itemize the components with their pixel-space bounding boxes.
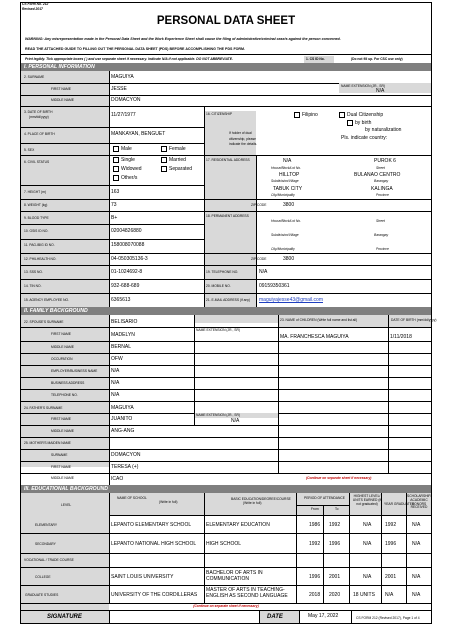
- father-ext-value: N/A: [231, 418, 240, 424]
- by-naturalization-label: by naturalization: [365, 127, 402, 133]
- firstname-value: JESSE: [111, 86, 127, 92]
- perm-zip-label: ZIP CODE: [251, 257, 267, 261]
- blood-value: B+: [111, 215, 118, 221]
- single-checkbox[interactable]: [113, 157, 119, 163]
- col-period: PERIOD OF ATTENDANCE: [304, 496, 345, 500]
- height-label: 7. HEIGHT (m): [24, 190, 46, 194]
- weight-label: 8. WEIGHT (kg): [24, 203, 48, 207]
- separated-checkbox[interactable]: [161, 166, 167, 172]
- col-honors: SCHOLARSHIP/ ACADEMIC HONORS RECEIVED: [407, 494, 432, 510]
- pls-indicate-label: Pls. indicate country:: [341, 135, 388, 141]
- form-code: CS Form No. 212: [22, 2, 49, 6]
- spouse-middlename-label: MIDDLE NAME: [51, 345, 74, 349]
- res-house-caption: House/Block/Lot No.: [271, 166, 302, 170]
- res-city-caption: City/Municipality: [271, 193, 295, 197]
- col-course: BASIC EDUCATION/DEGREE/COURSE: [231, 497, 291, 501]
- edu-row-from: 2018: [309, 592, 321, 598]
- weight-value: 73: [111, 202, 117, 208]
- married-checkbox[interactable]: [161, 157, 167, 163]
- personal-data-sheet: [20, 2, 437, 624]
- perm-zip-value: 3800: [283, 256, 295, 262]
- edu-row-school: LEPANTO NATIONAL HIGH SCHOOL: [111, 541, 197, 547]
- date-value: May 17, 2022: [308, 613, 339, 619]
- business-value: N/A: [111, 380, 120, 386]
- signature-label: SIGNATURE: [47, 614, 82, 620]
- spouse-tel-label: TELEPHONE NO.: [51, 393, 78, 397]
- edu-row-to: 1992: [329, 522, 341, 528]
- spouse-tel-value: N/A: [111, 392, 120, 398]
- page-title: PERSONAL DATA SHEET: [156, 15, 296, 27]
- edu-row-school: LEPANTO ELEMENTARY SCHOOL: [111, 522, 192, 528]
- dob-label: 3. DATE OF BIRTH: [24, 110, 53, 114]
- father-surname-label: 24. FATHER'S SURNAME: [24, 406, 63, 410]
- middlename-label: MIDDLE NAME: [51, 98, 74, 102]
- other-label: Other/s: [121, 175, 138, 181]
- edu-row-course: BACHELOR OF ARTS IN COMMUNICATION: [206, 570, 263, 582]
- res-brgy-caption: Barangay: [374, 179, 389, 183]
- edu-row-year: 2001: [385, 574, 397, 580]
- tel-label: 19. TELEPHONE NO.: [206, 270, 239, 274]
- mother-firstname-value: TERESA (+): [111, 464, 139, 470]
- col-level: LEVEL: [61, 503, 72, 507]
- edu-row-year: 1996: [385, 541, 397, 547]
- mobile-label: 20. MOBILE NO.: [206, 284, 231, 288]
- form-footer-code: CS FORM 212 (Revised 2017), Page 1 of 4: [356, 616, 420, 620]
- gsis-label: 10. GSIS ID NO.: [24, 229, 49, 233]
- res-city-value: TABUK CITY: [273, 186, 303, 192]
- email-label: 21. E-MAIL ADDRESS (if any): [206, 298, 251, 302]
- tin-label: 14. TIN NO.: [24, 284, 42, 288]
- col-course-sub: (Write in full): [243, 501, 262, 505]
- sss-label: 13. SSS NO.: [24, 270, 43, 274]
- dob-value: 11/27/1977: [111, 112, 136, 118]
- education-header: III. EDUCATIONAL BACKGROUND: [21, 485, 431, 493]
- by-birth-checkbox[interactable]: [347, 120, 353, 126]
- col-highest: HIGHEST LEVEL/ UNITS EARNED (if not graduated): [352, 494, 382, 506]
- edu-row-to: 1996: [329, 541, 341, 547]
- sss-value: 01-1024692-8: [111, 269, 143, 275]
- edu-row-year: 1992: [385, 522, 397, 528]
- edu-row-honors: N/A: [412, 541, 421, 547]
- perm-street-caption: Street: [376, 219, 385, 223]
- warning-text: WARNING: Any misrepresentation made in the Personal Data Sheet and the Work Experience Sheet shall cause the filing of administrative/criminal case/s against the person concerned.: [25, 37, 341, 41]
- spouse-ext-label: NAME EXTENSION (JR., SR): [196, 328, 240, 332]
- signature-field[interactable]: [109, 611, 259, 623]
- widowed-label: Widowed: [121, 166, 142, 172]
- surname-label: 2. SURNAME: [24, 75, 45, 79]
- separated-label: Separated: [169, 166, 193, 172]
- female-checkbox[interactable]: [161, 146, 167, 152]
- spouse-middlename-value: BERNAL: [111, 344, 132, 350]
- mobile-value: 09159350361: [259, 283, 290, 289]
- edu-row-from: 1986: [309, 522, 321, 528]
- mother-label: 25. MOTHER'S MAIDEN NAME: [24, 441, 71, 445]
- occupation-label: OCCUPATION: [51, 357, 73, 361]
- edu-row-units: N/A: [363, 522, 372, 528]
- male-checkbox[interactable]: [113, 146, 119, 152]
- res-brgy-value: BULANAO CENTRO: [354, 172, 401, 178]
- edu-row-honors: N/A: [412, 522, 421, 528]
- edu-row-level: VOCATIONAL / TRADE COURSE: [24, 558, 74, 562]
- edu-row-level: COLLEGE: [35, 575, 51, 579]
- spouse-surname-value: BELISARIO: [111, 319, 138, 325]
- by-birth-label: by birth: [355, 120, 372, 126]
- pob-value: MANKAYAN, BENGUET: [111, 131, 166, 137]
- perm-city-caption: City/Municipality: [271, 247, 295, 251]
- employer-label: EMPLOYER/BUSINESS NAME: [51, 369, 98, 373]
- mother-surname-value: DOMACYON: [111, 452, 141, 458]
- res-street-value: PUROK 6: [374, 158, 396, 164]
- edu-row-level: SECONDARY: [35, 542, 56, 546]
- father-middlename-value: ANG-ANG: [111, 428, 135, 434]
- child1-dob: 1/11/2018: [390, 334, 412, 340]
- perm-subdiv-caption: Subdivision/Village: [271, 233, 299, 237]
- edu-row-level: ELEMENTARY: [35, 523, 58, 527]
- res-street-caption: Street: [376, 166, 385, 170]
- edu-row-to: 2020: [329, 592, 341, 598]
- philhealth-value: 04-050305136-3: [111, 256, 148, 262]
- edu-row-year: N/A: [385, 592, 394, 598]
- sex-label: 5. SEX: [24, 148, 35, 152]
- edu-row-level: GRADUATE STUDIES: [25, 593, 59, 597]
- father-firstname-label: FIRST NAME: [51, 417, 71, 421]
- edu-row-from: 1992: [309, 541, 321, 547]
- firstname-label: FIRST NAME: [51, 87, 71, 91]
- res-zip-value: 3800: [283, 202, 295, 208]
- occupation-value: OFW: [111, 356, 123, 362]
- widowed-checkbox[interactable]: [113, 166, 119, 172]
- father-ext-label: NAME EXTENSION (JR., SR): [196, 413, 240, 417]
- col-school: NAME OF SCHOOL: [117, 496, 147, 500]
- cs-id-note: (Do not fill up. For CSC use only): [351, 57, 403, 61]
- personal-info-header: I. PERSONAL INFORMATION: [21, 63, 431, 71]
- blood-label: 9. BLOOD TYPE: [24, 216, 49, 220]
- mother-middlename-value: ICAO: [111, 476, 124, 482]
- child1-name: MA. FRANCHESCA MAGUIYA: [280, 334, 349, 340]
- name-ext-label: NAME EXTENSION (JR., SR): [341, 84, 385, 88]
- agency-value: 6365613: [111, 297, 131, 303]
- dual-citizenship-label: Dual Citizenship: [347, 112, 384, 118]
- res-house-value: N/A: [283, 158, 292, 164]
- father-middlename-label: MIDDLE NAME: [51, 429, 74, 433]
- tel-value: N/A: [259, 269, 268, 275]
- perm-prov-caption: Province: [376, 247, 389, 251]
- male-label: Male: [121, 146, 132, 152]
- edu-row-honors: N/A: [412, 574, 421, 580]
- height-value: 163: [111, 189, 120, 195]
- philhealth-label: 12. PHILHEALTH NO.: [24, 257, 57, 261]
- edu-row-course: ELEMENTARY EDUCATION: [206, 522, 270, 528]
- gsis-value: 02004826880: [111, 228, 142, 234]
- edu-row-units: N/A: [363, 541, 372, 547]
- res-zip-label: ZIP CODE: [251, 203, 267, 207]
- cs-id-label: 1. CS ID No.: [306, 57, 325, 61]
- family-continue-note: (Continue on separate sheet if necessary): [306, 476, 372, 480]
- father-surname-value: MAGUIYA: [111, 405, 134, 411]
- single-label: Single: [121, 157, 135, 163]
- edu-row-units: 18 UNITS: [353, 592, 375, 598]
- spouse-firstname-value: MADELYN: [111, 332, 135, 338]
- family-header: II. FAMILY BACKGROUND: [21, 307, 431, 315]
- perm-address-label: 18. PERMANENT ADDRESS: [206, 214, 249, 218]
- res-prov-value: KALINGA: [371, 186, 393, 192]
- edu-row-from: 1996: [309, 574, 321, 580]
- civil-status-label: 6. CIVIL STATUS: [24, 160, 50, 164]
- father-firstname-value: JUANITO: [111, 416, 133, 422]
- edu-row-units: N/A: [363, 574, 372, 580]
- mother-surname-label: SURNAME: [51, 453, 68, 457]
- other-checkbox[interactable]: [113, 175, 119, 181]
- edu-row-to: 2001: [329, 574, 341, 580]
- female-label: Female: [169, 146, 186, 152]
- mother-firstname-label: FIRST NAME: [51, 465, 71, 469]
- surname-value: MAGUIYA: [111, 74, 134, 80]
- instructions-text: Print legibly. Tick appropriate boxes ( ) and use separate sheet if necessary. Indicate N/A if not applicable. DO NOT ABBREVIATE.: [25, 57, 233, 61]
- children-dob-label: DATE OF BIRTH (mm/dd/yyyy): [391, 318, 437, 322]
- filipino-checkbox[interactable]: [294, 112, 300, 118]
- res-address-label: 17. RESIDENTIAL ADDRESS: [206, 158, 250, 162]
- col-from: From: [311, 507, 319, 511]
- edu-row-honors: N/A: [412, 592, 421, 598]
- agency-label: 15. AGENCY EMPLOYEE NO.: [24, 298, 70, 302]
- tin-value: 932-688-689: [111, 283, 140, 289]
- guide-text: READ THE ATTACHED GUIDE TO FILLING OUT THE PERSONAL DATA SHEET (PDS) BEFORE ACCOMPLISHING THE PDS FORM.: [25, 47, 246, 51]
- res-subdiv-value: HILLTOP: [279, 172, 300, 178]
- citizenship-label: 16. CITIZENSHIP: [206, 112, 233, 116]
- filipino-label: Filipino: [302, 112, 318, 118]
- col-school-sub: (Write in full): [159, 500, 178, 504]
- children-label: 23. NAME of CHILDREN (Write full name and list all): [280, 318, 358, 322]
- email-value[interactable]: maguiyajesse43@gmail.com: [259, 297, 323, 303]
- employer-value: N/A: [111, 368, 120, 374]
- edu-row-course: HIGH SCHOOL: [206, 541, 242, 547]
- middlename-value: DOMACYON: [111, 97, 141, 103]
- pob-label: 4. PLACE OF BIRTH: [24, 132, 55, 136]
- perm-house-caption: House/Block/Lot No.: [271, 219, 302, 223]
- pagibig-label: 11. PAG-IBIG ID NO.: [24, 243, 55, 247]
- col-to: To: [335, 507, 339, 511]
- edu-row-school: UNIVERSITY OF THE CORDILLERAS: [111, 592, 198, 598]
- spouse-firstname-label: FIRST NAME: [51, 332, 71, 336]
- business-label: BUSINESS ADDRESS: [51, 381, 85, 385]
- col-year: YEAR GRADUATED: [384, 502, 415, 506]
- perm-brgy-caption: Barangay: [374, 233, 389, 237]
- res-prov-caption: Province: [376, 193, 389, 197]
- edu-row-course: MASTER OF ARTS IN TEACHING-ENGLISH AS SECOND LANGUAGE: [206, 587, 288, 599]
- spouse-surname-label: 22. SPOUSE'S SURNAME: [24, 320, 64, 324]
- form-revised: Revised 2017: [22, 7, 43, 11]
- citizenship-note: If holder of dual citizenship, please indicate the details.: [229, 131, 258, 146]
- mother-middlename-label: MIDDLE NAME: [51, 476, 74, 480]
- dob-hint: (mm/dd/yyyy): [29, 115, 49, 119]
- res-subdiv-caption: Subdivision/Village: [271, 179, 299, 183]
- dual-citizenship-checkbox[interactable]: [339, 112, 345, 118]
- married-label: Married: [169, 157, 186, 163]
- date-label: DATE: [267, 614, 283, 620]
- pagibig-value: 158008070088: [111, 242, 145, 248]
- education-continue-note: (Continue on separate sheet if necessary): [193, 604, 259, 608]
- edu-row-school: SAINT LOUIS UNIVERSITY: [111, 574, 174, 580]
- name-ext-value: N/A: [376, 88, 385, 94]
